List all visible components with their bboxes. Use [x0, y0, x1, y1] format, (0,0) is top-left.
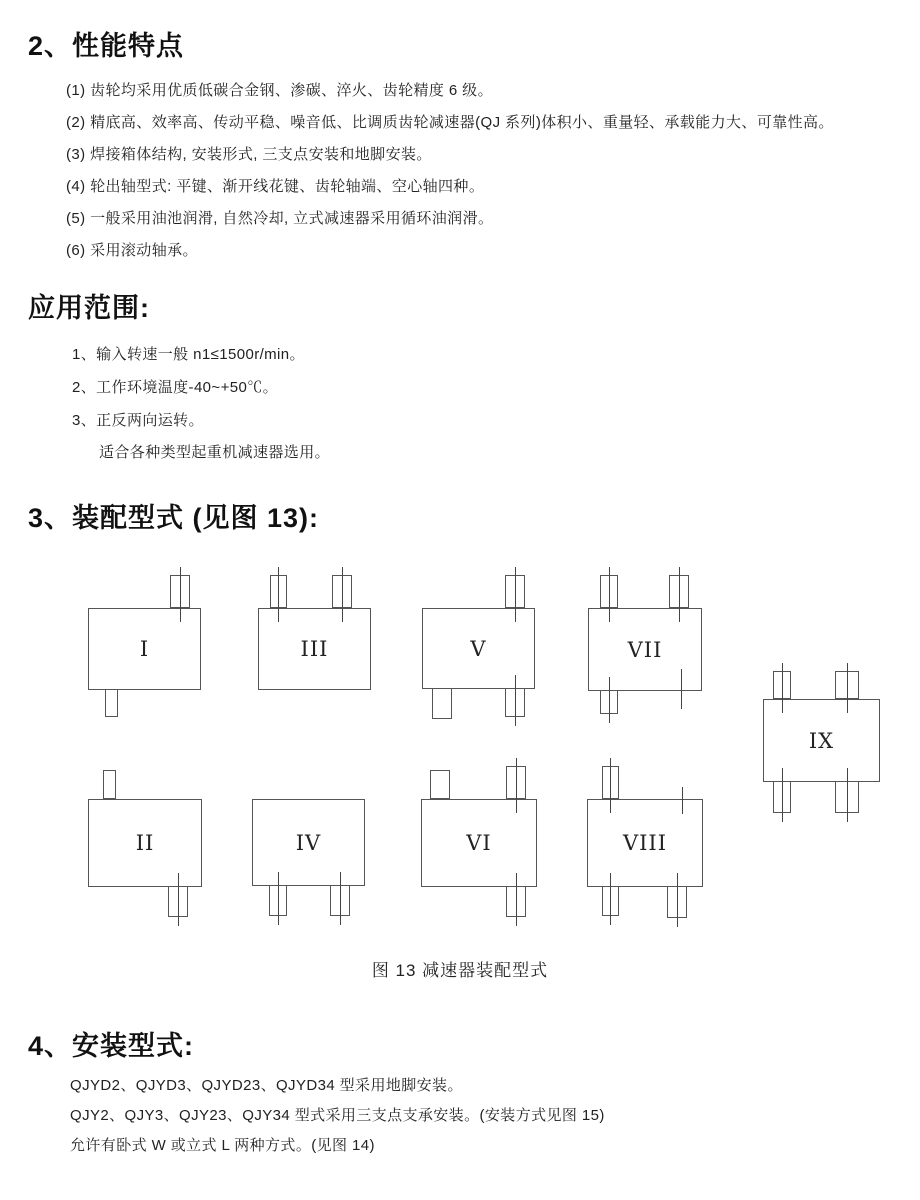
- shaft-axis-line: [515, 675, 516, 726]
- assembly-unit-VIII: [587, 799, 703, 887]
- install-line-2: QJY2、QJY3、QJY23、QJY34 型式采用三支点支承安装。(安装方式见图 15): [70, 1107, 605, 1124]
- shaft-axis-line: [677, 873, 678, 927]
- shaft-stub: [103, 770, 116, 799]
- assembly-unit-IX: [763, 699, 880, 782]
- shaft-axis-line: [682, 787, 683, 814]
- assembly-unit-IV: [252, 799, 365, 886]
- assembly-unit-I: [88, 608, 201, 690]
- app-item-1: 1、输入转速一般 n1≤1500r/min。: [72, 346, 305, 363]
- unit-label-VI: VI: [466, 831, 492, 855]
- perf-item-5: (5) 一般采用油池润滑, 自然冷却, 立式减速器采用循环油润滑。: [66, 210, 494, 227]
- assembly-unit-III: [258, 608, 371, 690]
- unit-label-VII: VII: [627, 637, 663, 662]
- shaft-axis-line: [178, 873, 179, 926]
- unit-label-VIII: VIII: [622, 831, 668, 855]
- shaft-axis-line: [342, 567, 343, 622]
- assembly-unit-II: [88, 799, 202, 887]
- app-note: 适合各种类型起重机减速器选用。: [99, 444, 331, 461]
- shaft-axis-line: [610, 873, 611, 925]
- shaft-axis-line: [278, 567, 279, 622]
- perf-item-6: (6) 采用滚动轴承。: [66, 242, 198, 259]
- unit-label-IX: IX: [808, 728, 835, 753]
- shaft-axis-line: [610, 758, 611, 813]
- app-item-3: 3、正反两向运转。: [72, 412, 204, 429]
- shaft-axis-line: [609, 567, 610, 622]
- shaft-axis-line: [782, 663, 783, 713]
- section4-title: 4、安装型式:: [28, 1031, 195, 1061]
- shaft-axis-line: [609, 677, 610, 723]
- shaft-stub: [432, 688, 452, 719]
- shaft-axis-line: [516, 758, 517, 813]
- shaft-axis-line: [515, 567, 516, 622]
- section2-title: 2、性能特点: [28, 31, 185, 61]
- section3-title: 3、装配型式 (见图 13):: [28, 503, 320, 533]
- shaft-axis-line: [847, 768, 848, 822]
- unit-label-V: V: [470, 636, 487, 661]
- shaft-axis-line: [679, 567, 680, 622]
- figure-13-caption: 图 13 减速器装配型式: [371, 961, 549, 980]
- install-line-3: 允许有卧式 W 或立式 L 两种方式。(见图 14): [70, 1137, 375, 1154]
- assembly-unit-VII: [588, 608, 702, 691]
- shaft-axis-line: [516, 873, 517, 926]
- perf-item-4: (4) 轮出轴型式: 平键、渐开线花键、齿轮轴端、空心轴四种。: [66, 178, 485, 195]
- shaft-stub: [105, 689, 118, 717]
- figure-13-canvas: [0, 555, 920, 955]
- shaft-axis-line: [340, 872, 341, 925]
- unit-label-IV: IV: [295, 830, 322, 855]
- perf-item-2: (2) 精底高、效率高、传动平稳、噪音低、比调质齿轮减速器(QJ 系列)体积小、重量轻、承载能力大、可靠性高。: [66, 114, 834, 131]
- unit-label-III: III: [300, 637, 329, 661]
- perf-item-1: (1) 齿轮均采用优质低碳合金钢、渗碳、淬火、齿轮精度 6 级。: [66, 82, 493, 99]
- install-line-1: QJYD2、QJYD3、QJYD23、QJYD34 型采用地脚安装。: [70, 1077, 463, 1094]
- app-item-2: 2、工作环境温度-40~+50℃。: [72, 379, 279, 396]
- shaft-axis-line: [782, 768, 783, 822]
- shaft-stub: [430, 770, 450, 799]
- shaft-axis-line: [278, 872, 279, 925]
- assembly-unit-V: [422, 608, 535, 689]
- application-title: 应用范围:: [28, 293, 150, 323]
- unit-label-I: I: [139, 637, 150, 661]
- assembly-unit-VI: [421, 799, 537, 887]
- shaft-axis-line: [180, 567, 181, 622]
- shaft-axis-line: [681, 669, 682, 709]
- unit-label-II: II: [135, 831, 155, 855]
- shaft-axis-line: [847, 663, 848, 713]
- perf-item-3: (3) 焊接箱体结构, 安装形式, 三支点安装和地脚安装。: [66, 146, 432, 163]
